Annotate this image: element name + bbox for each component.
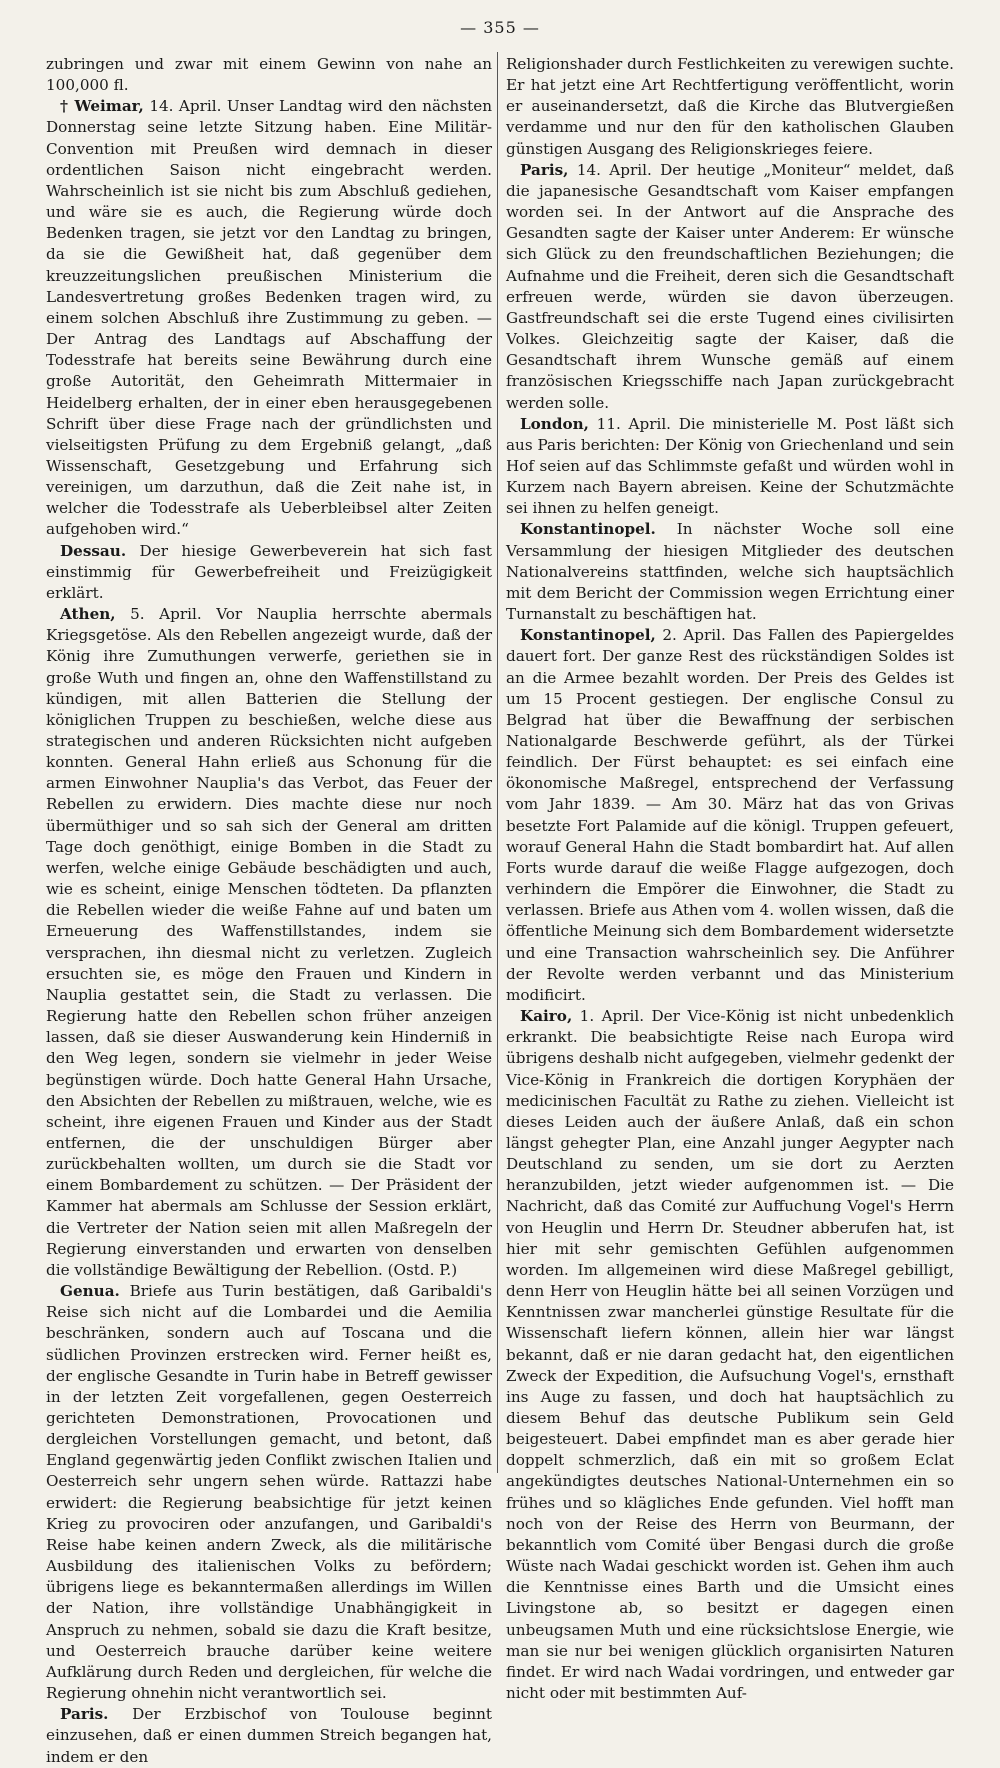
article-paragraph: [46, 604, 492, 1281]
article-text: 1. April. Der Vice-König ist nicht unbedenklich erkrankt. Die beabsichtigte Reise nach Europa wird übrigens deshalb nicht aufgegeben, vielmehr gedenkt der Vice-König in Frankreich die dortigen Koryphäen der medicinischen Facultät zu Rathe zu ziehen. Vielleicht ist dieses Leiden auch der äußere Anlaß, daß ein schon längst gehegter Plan, eine Anzahl junger Aegypter nach Deutschland zu senden, um sie dort zu Aerzten heranzubilden, jetzt wieder aufgenommen ist. — Die Nachricht, daß das Comité zur Auffuchung Vogel's Herrn von Heuglin und Herrn Dr. Steudner abberufen hat, ist hier mit sehr gemischten Gefühlen aufgenommen worden. Im allgemeinen wird diese Maßregel gebilligt, denn Herr von Heuglin hätte bei all seinen Vorzügen und Kenntnissen zwar mancherlei günstige Resultate für die Wissenschaft liefern können, allein hier war längst bekannt, daß er nie daran gedacht hat, den eigentlichen Zweck der Expedition, die Aufsuchung Vogel's, ernsthaft ins Auge zu fassen, und doch hat hauptsächlich zu diesem Behuf das deutsche Publikum sein Geld beigesteuert. Dabei empfindet man es aber gerade hier doppelt schmerzlich, daß ein mit so großem Eclat angekündigtes deutsches National-Unternehmen ein so frühes und so klägliches Ende gefunden. Viel hofft man noch von der Reise des Herrn von Beurmann, der bekanntlich vom Comité über Bengasi durch die große Wüste nach Wadai geschickt worden ist. Gehen ihm auch die Kenntnisse eines Barth und die Umsicht eines Livingstone ab, so besitzt er dagegen einen unbeugsamen Muth und eine rücksichtslose Energie, wie man sie nur bei wenigen glücklich organisirten Naturen findet. Er wird nach Wadai vordringen, und entweder gar nicht oder mit bestimmten Auf-: [506, 1007, 954, 1703]
article-paragraph: [46, 1704, 492, 1767]
article-paragraph: [46, 96, 492, 540]
dateline: Kairo,: [520, 1007, 573, 1026]
page-number: — 355 —: [460, 18, 540, 37]
dateline: Paris,: [520, 160, 569, 179]
article-text: Der Erzbischof von Toulouse beginnt einzusehen, daß er einen dummen Streich begangen hat, indem er den: [46, 1705, 492, 1766]
article-paragraph: [46, 1281, 492, 1704]
article-text: Religionshader durch Festlichkeiten zu verewigen suchte. Er hat jetzt eine Art Rechtfertigung veröffentlicht, worin er auseinandersetzt, daß die Kirche das Blutvergießen verdamme und nur den für den katholischen Glauben günstigen Ausgang des Religionskrieges feiere.: [506, 55, 954, 158]
article-paragraph: [506, 625, 954, 1006]
article-text: Der hiesige Gewerbeverein hat sich fast einstimmig für Gewerbefreiheit und Freizügigkeit erklärt.: [46, 541, 492, 602]
dateline: London,: [520, 414, 589, 433]
article-paragraph: [46, 541, 492, 604]
article-paragraph: [506, 414, 954, 520]
article-text: 14. April. Der heutige „Moniteur“ meldet, daß die japanesische Gesandtschaft vom Kaiser empfangen worden sei. In der Antwort auf die Ansprache des Gesandten sagte der Kaiser unter Anderem: Er wünsche sich Glück zu den freundschaftlichen Beziehungen; die Aufnahme und die Freiheit, deren sich die Gesandtschaft erfreuen werde, würden sie davon überzeugen. Gastfreundschaft sei die erste Tugend eines civilisirten Volkes. Gleichzeitig sagte der Kaiser, daß die Gesandtschaft ihrem Wunsche gemäß auf einem französischen Kriegsschiffe nach Japan zurückgebracht werden solle.: [506, 160, 955, 412]
article-text: In nächster Woche soll eine Versammlung der hiesigen Mitglieder des deutschen Nationalvereins stattfinden, welche sich hauptsächlich mit dem Bericht der Commission wegen Errichtung einer Turnanstalt zu beschäftigen hat.: [506, 520, 955, 624]
article-text: Briefe aus Turin bestätigen, daß Garibaldi's Reise sich nicht auf die Lombardei und die Aemilia beschränken, sondern auch auf Toscana und die südlichen Provinzen erstrecken wird. Ferner heißt es, der englische Gesandte in Turin habe in Betreff gewisser in der letzten Zeit vorgefallenen, gegen Oesterreich gerichteten Demonstrationen, Provocationen und dergleichen Vorstellungen gemacht, und betont, daß England gegenwärtig jeden Conflikt zwischen Italien und Oesterreich sehr ungern sehen würde. Rattazzi habe erwidert: die Regierung beabsichtige für jetzt keinen Krieg zu provociren oder anzufangen, und Garibaldi's Reise habe keinen andern Zweck, als die militärische Ausbildung des italienischen Volks zu befördern; übrigens liege es bekanntermaßen allerdings im Willen der Nation, ihre vollständige Unabhängigkeit in Anspruch zu nehmen, sobald sie dazu die Kraft besitze, und Oesterreich brauche darüber keine weitere Aufklärung durch Reden und dergleichen, für welche die Regierung ohnehin nicht verantwortlich sei.: [46, 1282, 492, 1703]
article-paragraph: [506, 1006, 954, 1704]
dateline: Konstantinopel.: [520, 520, 656, 539]
right-column: [506, 54, 955, 1703]
article-text: 5. April. Vor Nauplia herrschte abermals Kriegsgetöse. Als den Rebellen angezeigt wurde, daß der König ihre Zumuthungen verwerfe, geriethen sie in große Wuth und fingen an, ohne den Waffenstillstand zu kündigen, mit allen Batterien die Stellung der königlichen Truppen zu beschießen, welche diese aus strategischen und anderen Rücksichten nicht aufgeben konnten. General Hahn erließ aus Schonung für die armen Einwohner Nauplia's das Verbot, das Feuer der Rebellen zu erwidern. Dies machte diese nur noch übermüthiger und so sah sich der General am dritten Tage doch genöthigt, einige Bomben in die Stadt zu werfen, welche einige Gebäude beschädigten und auch, wie es scheint, einige Menschen tödteten. Da pflanzten die Rebellen wieder die weiße Fahne auf und baten um Erneuerung des Waffenstillstandes, indem sie versprachen, ihn diesmal nicht zu verletzen. Zugleich ersuchten sie, es möge den Frauen und Kindern in Nauplia gestattet sein, die Stadt zu verlassen. Die Regierung hatte den Rebellen schon früher anzeigen lassen, daß sie dieser Auswanderung kein Hinderniß in den Weg legen, sondern sie vielmehr in jeder Weise begünstigen würde. Doch hatte General Hahn Ursache, den Absichten der Rebellen zu mißtrauen, welche, wie es scheint, ihre eigenen Frauen und Kinder aus der Stadt entfernen, die der unschuldigen Bürger aber zurückbehalten wollten, um durch sie die Stadt vor einem Bombardement zu schützen. — Der Präsident der Kammer hat abermals am Schlusse der Session erklärt, die Vertreter der Nation seien mit allen Maßregeln der Regierung einverstanden und erwarten von denselben die vollständige Bewältigung der Rebellion. (Ostd. P.): [46, 605, 493, 1279]
article-text: 2. April. Das Fallen des Papiergeldes dauert fort. Der ganze Rest des rückständigen Soldes ist an die Armee bezahlt worden. Der Preis des Geldes ist um 15 Procent gestiegen. Der englische Consul zu Belgrad hat über die Bewaffnung der serbischen Nationalgarde Beschwerde geführt, als der Türkei feindlich. Der Fürst behauptet: es sei einfach eine ökonomische Maßregel, entsprechend der Verfassung vom Jahr 1839. — Am 30. März hat das von Grivas besetzte Fort Palamide auf die königl. Truppen gefeuert, worauf General Hahn die Stadt bombardirt hat. Auf allen Forts wurde darauf die weiße Flagge aufgezogen, doch verhindern die Empörer die Einwohner, die Stadt zu verlassen. Briefe aus Athen vom 4. wollen wissen, daß die öffentliche Meinung sich dem Bombardement widersetzte und eine Transaction wahrscheinlich sey. Die Anführer der Revolte werden verbannt und das Ministerium modificirt.: [506, 626, 955, 1004]
dateline: Konstantinopel,: [520, 626, 656, 645]
article-paragraph: [506, 519, 954, 625]
article-paragraph: [506, 54, 954, 160]
article-text: zubringen und zwar mit einem Gewinn von nahe an 100,000 fl.: [46, 55, 492, 95]
column-divider: [497, 52, 498, 1473]
dateline: Dessau.: [60, 541, 127, 560]
article-paragraph: [46, 54, 492, 96]
article-paragraph: [506, 160, 954, 414]
dateline: † Weimar,: [60, 97, 144, 116]
article-text: 14. April. Unser Landtag wird den nächsten Donnerstag seine letzte Sitzung haben. Eine Militär-Convention mit Preußen wird demnach in dieser ordentlichen Saison nicht eingebracht werden. Wahrscheinlich ist sie nicht bis zum Abschluß gediehen, und wäre sie es auch, die Regierung würde doch Bedenken tragen, sie jetzt vor den Landtag zu bringen, da sie die Gewißheit hat, daß gegenüber dem kreuzzeitungslichen preußischen Ministerium die Landesvertretung großes Bedenken tragen wird, zu einem solchen Abschluß ihre Zustimmung zu geben. — Der Antrag des Landtags auf Abschaffung der Todesstrafe hat bereits seine Bewährung durch eine große Autorität, den Geheimrath Mittermaier in Heidelberg erhalten, der in einer eben herausgegebenen Schrift über diese Frage nach der gründlichsten und vielseitigsten Prüfung zu dem Ergebniß gelangt, „daß Wissenschaft, Gesetzgebung und Erfahrung sich vereinigen, um darzuthun, daß die Zeit nahe ist, in welcher die Todesstrafe als Ueberbleibsel alter Zeiten aufgehoben wird.“: [46, 97, 492, 539]
dateline: Genua.: [60, 1282, 120, 1301]
dateline: Athen,: [60, 605, 116, 624]
dateline: Paris.: [60, 1705, 109, 1724]
article-text: 11. April. Die ministerielle M. Post läßt sich aus Paris berichten: Der König von Griechenland und sein Hof seien auf das Schlimmste gefaßt und würden wohl in Kurzem nach Bayern abreisen. Keine der Schutzmächte sei ihnen zu helfen geneigt.: [506, 414, 954, 518]
left-column: [46, 54, 493, 1766]
